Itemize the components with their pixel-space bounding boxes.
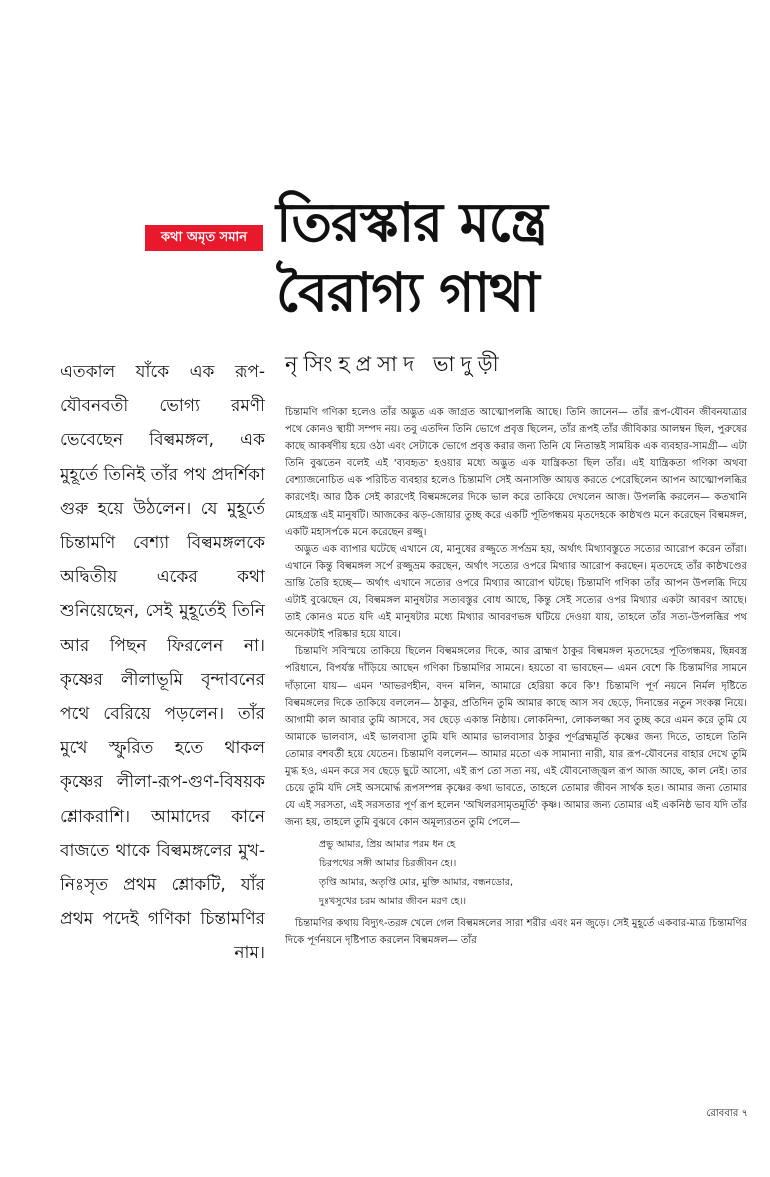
title-line-2: বৈরাগ্য গাথা — [276, 261, 539, 324]
body-paragraph: চিন্তামণি গণিকা হলেও তাঁর অদ্ভুত এক জাগ্রত আত্মোপলব্ধি আছে। তিনি জানেন— তাঁর রূপ-যৌবন জীবনযাত্রার পথে কোনও স্থায়ী সম্পদ নয়। তবু এতদিন তিনি ভোগে প্রবৃত্ত ছিলেন, তাঁর রূপই তাঁর জীবিকার আলম্বন ছিল, পুরুষের কাছে আকর্ষণীয় হয়ে ওঠা এবং সেটাকে ভোগে প্রবৃত্ত করার জন্য তিনি যে নিতান্তই সাময়িক এক ব্যবহার-সামগ্রী— এটা তিনি বুঝতেন বলেই এই 'ব্যবহৃত' হওয়ার মধ্যে অদ্ভুত এক যান্ত্রিকতা ছিল তাঁর। এই যান্ত্রিকতা গণিকা অথবা বেশ্যাজনোচিত এক পরিচিত ব্যবহার হলেও চিন্তামণি সেই অনাসক্তি আয়ত্ত করতে পেরেছিলেন আপন আত্মোপলব্ধির কারণেই। আর ঠিক সেই কারণেই বিল্বমঙ্গলের দিকে ভাল করে তাকিয়ে দেখলেন আজ। উপলব্ধি করলেন— কতখানি মোহগ্রস্ত এই মানুষটি। আজকের ঝড়-জোয়ার তুচ্ছ করে একটি পূতিগন্ধময় মৃতদেহকে কাষ্ঠখণ্ড মনে করেছেন বিল্বমঙ্গল, একটি মহাসর্পকে মনে করেছেন রজ্জু। — [285, 407, 747, 538]
verse-line: তৃপ্তি আমার, অতৃপ্তি মোর, মুক্তি আমার, বন্ধনডোর, — [319, 877, 514, 889]
page-footer: রোববার ৭ — [706, 1108, 748, 1119]
song-verse — [319, 835, 747, 911]
body-paragraph: চিন্তামণি সবিস্ময়ে তাকিয়ে ছিলেন বিল্বমঙ্গলের দিকে, আর ব্রাহ্মণ ঠাকুর বিল্বমঙ্গল মৃতদেহের পূতিগন্ধময়, ছিন্নবস্ত্র পরিধানে, বিপর্যস্ত দাঁড়িয়ে আছেন গণিকা চিন্তামণির সামনে। হয়তো বা ভাবছেন— এমন বেশে কি চিন্তামণির সামনে দাঁড়ানো যায়— এমন 'আভরণহীন, বদন মলিন, আমারে হেরিয়া কবে কি'! চিন্তামণি পূর্ণ নয়নে নির্মল দৃষ্টিতে বিল্বমঙ্গলের দিকে তাকিয়ে বললেন— ঠাকুর, প্রতিদিন তুমি আমার কাছে আস সব ছেড়ে, দিনান্তের নতুন সংকল্প নিয়ে। আগামী কাল আবার তুমি আসবে, সব ছেড়ে একান্ত নিষ্ঠায়। লোকনিন্দা, লোকলজ্জা সব তুচ্ছ করে এমন করে তুমি যে আমাকে ভালবাস, এই ভালবাসা তুমি যদি আমার ভালবাসার ঠাকুর পূর্ণব্রহ্মমূর্তি কৃষ্ণের জন্য দিতে, তাহলে তিনি তোমার বশবর্তী হয়ে যেতেন। চিন্তামণি বললেন— আমার মতো এক সামান্যা নারী, যার রূপ-যৌবনের বাহার দেখে তুমি মুগ্ধ হও, এমন করে সব ছেড়ে ছুটে আসো, এই রূপ তো সত্য নয়, এই যৌবনোজ্জ্বল রূপ আজ আছে, কাল নেই। তার চেয়ে তুমি যদি সেই অসমোর্দ্ধ রূপসম্পন্ন কৃষ্ণের কথা ভাবতে, তাহলে তোমার জীবন সার্থক হত। আমার জন্য তোমার যে এই সরসতা, এই সরসতার পূর্ণ রূপ হলেন 'অখিলরসামৃতমূর্তি' কৃষ্ণ। আমার জন্য তোমার এই একনিষ্ঠ ভাব যদি তাঁর জন্য হয়, তাহলে তুমি বুঝবে কোন অমূল্যরতন তুমি পেলে— — [285, 646, 747, 829]
article-body — [285, 404, 747, 1094]
article-title — [276, 188, 746, 328]
body-paragraph: অদ্ভুত এক ব্যাপার ঘটেছে এখানে যে, মানুষের রজ্জুতে সর্পভ্রম হয়, অর্থাৎ মিথ্যাবস্তুতে সত্যের আরোপ করেন তাঁরা। এখানে কিন্তু বিল্বমঙ্গল সর্পে রজ্জুভ্রম করছেন, অর্থাৎ সত্যের ওপরে মিথ্যার আরোপ করছেন। মৃতদেহে তাঁর কাষ্ঠখণ্ডের ভ্রান্তি তৈরি হচ্ছে— অর্থাৎ এখানে সত্যের ওপরে মিথ্যার আরোপ ঘটছে। চিন্তামণি গণিকা তাঁর আপন উপলব্ধি দিয়ে এটাই বুঝেছেন যে, বিল্বমঙ্গল মানুষটার সত্যবস্তুর বোধ আছে, কিন্তু সেই সত্যের ওপর মিথ্যার একটা আবরণ আছে। তাই কোনও মতে যদি এই মানুষটার মধ্যে মিথ্যার আবরণভঙ্গ ঘটিয়ে দেওয়া যায়, তাহলে তাঁর সত্য-উপলব্ধির পথ অনেকটাই পরিষ্কার হয়ে যাবে। — [285, 543, 747, 641]
verse-line: দুঃখসুখের চরম আমার জীবন মরণ হে।। — [319, 896, 466, 908]
section-tag: কথা অমৃত সমান — [145, 225, 263, 251]
verse-line: চিরপথের সঙ্গী আমার চিরজীবন হে।। — [319, 858, 457, 870]
pull-quote: এতকাল যাঁকে এক রূপ-যৌবনবতী ভোগ্য রমণী ভেবেছেন বিল্বমঙ্গল, এক মুহূর্তে তিনিই তাঁর পথ প্রদর্শিকা গুরু হয়ে উঠলেন। যে মুহূর্তে চিন্তামণি বেশ্যা বিল্বমঙ্গলকে অদ্বিতীয় একের কথা শুনিয়েছেন, সেই মুহূর্তেই তিনি আর পিছন ফিরলেন না। কৃষ্ণের লীলাভূমি বৃন্দাবনের পথে বেরিয়ে পড়লেন। তাঁর মুখে স্ফুরিত হতে থাকল কৃষ্ণের লীলা-রূপ-গুণ-বিষয়ক শ্লোকরাশি। আমাদের কানে বাজতে থাকে বিল্বমঙ্গলের মুখ-নিঃসৃত প্রথম শ্লোকটি, যাঁর প্রথম পদেই গণিকা চিন্তামণির নাম। — [60, 362, 265, 964]
verse-line: প্রভু আমার, প্রিয় আমার পরম ধন হে — [319, 839, 456, 851]
author-byline: নৃসিংহপ্রসাদ ভাদুড়ী — [285, 352, 505, 376]
body-paragraph: চিন্তামণির কথায় বিদ্যুৎ-তরঙ্গ খেলে গেল বিল্বমঙ্গলের সারা শরীর এবং মন জুড়ে। সেই মুহূর্তে একবার-মাত্র চিন্তামণির দিকে পূর্ণনয়নে দৃষ্টিপাত করলেন বিল্বমঙ্গল— তাঁর — [285, 918, 747, 947]
title-line-1: তিরস্কার মন্ত্রে — [276, 191, 547, 254]
